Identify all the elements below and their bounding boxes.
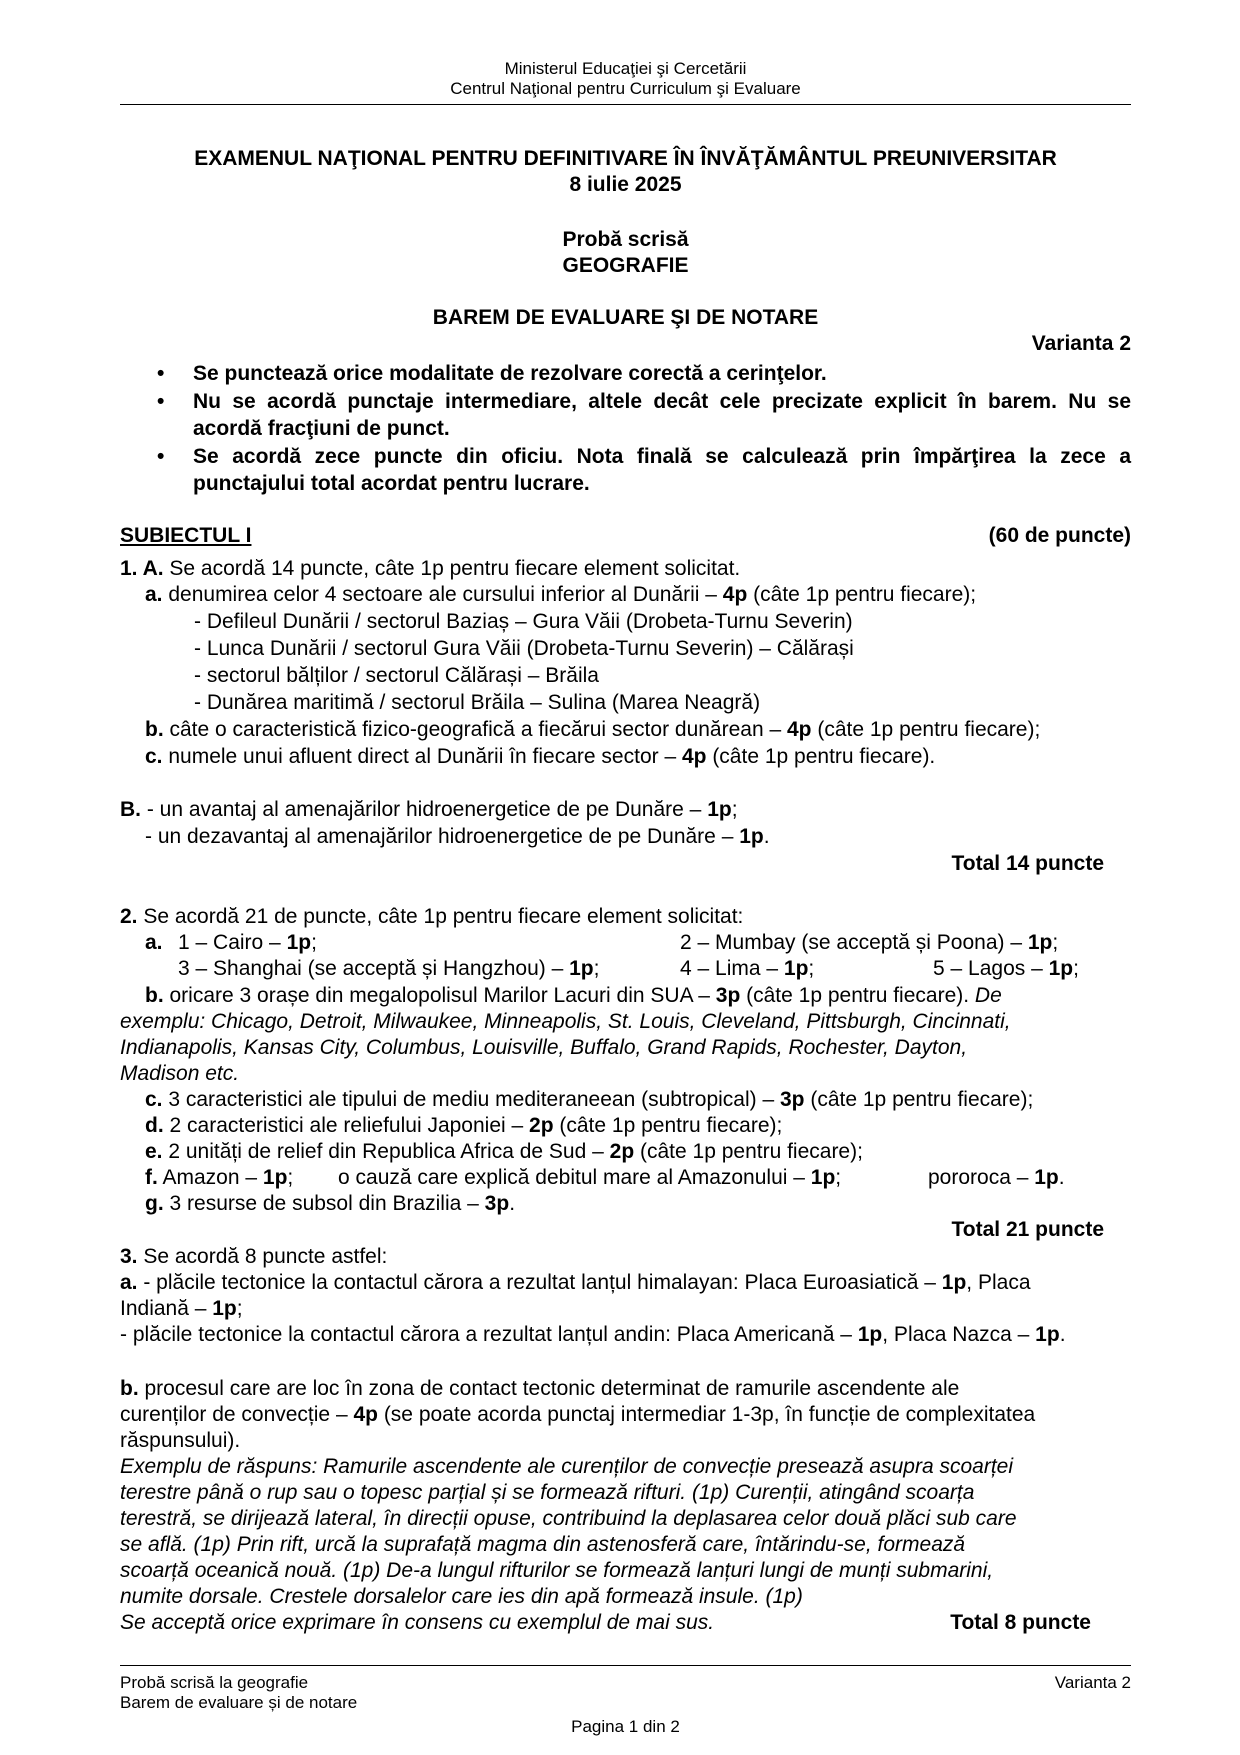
- q3-example-line: se află. (1p) Prin rift, urcă la suprafață magma din astenosferă care, întărindu-se, formează: [120, 1533, 966, 1556]
- barem-title: BAREM DE EVALUARE ŞI DE NOTARE: [432, 306, 819, 329]
- center-name: Centrul Naţional pentru Curriculum şi Evaluare: [450, 79, 801, 98]
- section-name: SUBIECTUL I: [120, 524, 252, 547]
- q3-example-line: scoarță oceanică nouă. (1p) De-a lungul rifturilor se formează lanțuri lungi de munți submarini,: [120, 1559, 994, 1582]
- q3-example-line: terestră, se dirijează lateral, în direcții opuse, contribuind la deplasarea celor două plăci sub care: [120, 1507, 1017, 1530]
- q2-item-f2: o cauză care explică debitul mare al Amazonului – 1p;: [338, 1166, 842, 1189]
- q2-item-f1: f. Amazon – 1p;: [145, 1166, 294, 1189]
- q1-B-1: B. - un avantaj al amenajărilor hidroenergetice de pe Dunăre – 1p;: [120, 798, 738, 821]
- q2-city-1: 1 – Cairo – 1p;: [178, 931, 317, 954]
- q2-city-5: 5 – Lagos – 1p;: [933, 957, 1079, 980]
- sector-item: - Lunca Dunării / sectorul Gura Văii (Drobeta-Turnu Severin) – Călărași: [194, 637, 854, 660]
- ministry-name: Ministerul Educaţiei şi Cercetării: [504, 59, 747, 78]
- footer-variant: Varianta 2: [1054, 1673, 1131, 1692]
- q2-item-g: g. 3 resurse de subsol din Brazilia – 3p.: [145, 1192, 516, 1215]
- sector-item: - sectorul bălților / sectorul Călărași – Brăila: [194, 664, 599, 687]
- q3-item-b-cont: răspunsului).: [120, 1429, 241, 1452]
- q1-item-c: c. numele unui afluent direct al Dunării în fiecare sector – 4p (câte 1p pentru fiecare).: [145, 745, 936, 768]
- q3-example-line: Exemplu de răspuns: Ramurile ascendente ale curenților de convecție presează asupra scoarței: [120, 1455, 1013, 1478]
- q2-b-examples: Madison etc.: [120, 1062, 240, 1085]
- q2-item-b: b. oricare 3 orașe din megalopolisul Marilor Lacuri din SUA – 3p (câte 1p pentru fiecare). De: [145, 984, 1002, 1007]
- page-number: Pagina 1 din 2: [571, 1717, 680, 1736]
- page-header: [120, 59, 1131, 99]
- q2-total: Total 21 puncte: [951, 1218, 1104, 1241]
- q3-accept-note: Se acceptă orice exprimare în consens cu exemplul de mai sus.: [120, 1611, 715, 1634]
- exam-date: 8 iulie 2025: [569, 173, 682, 196]
- q3-item-b-cont: curenților de convecție – 4p (se poate acorda punctaj intermediar 1-3p, în funcție de complexitatea: [120, 1403, 1036, 1426]
- sector-item: - Dunărea maritimă / sectorul Brăila – Sulina (Marea Neagră): [194, 691, 761, 714]
- q3-example-line: terestre până o rup sau o topesc parțial și se formează rifturi. (1p) Curenții, atingând scoarța: [120, 1481, 975, 1504]
- sector-item: - Defileul Dunării / sectorul Baziaș – Gura Văii (Drobeta-Turnu Severin): [194, 610, 853, 633]
- q2-intro: 2. Se acordă 21 de puncte, câte 1p pentru fiecare element solicitat:: [120, 905, 744, 928]
- q1-item-a: a. denumirea celor 4 sectoare ale cursului inferior al Dunării – 4p (câte 1p pentru fiecare);: [145, 583, 977, 606]
- q3-item-a1-cont: Indiană – 1p;: [120, 1297, 243, 1320]
- q2-b-examples: Indianapolis, Kansas City, Columbus, Louisville, Buffalo, Grand Rapids, Rochester, Dayton,: [120, 1036, 968, 1059]
- general-rules-list: [157, 360, 1131, 498]
- q2-city-3: 3 – Shanghai (se acceptă și Hangzhou) – 1p;: [178, 957, 600, 980]
- q3-item-a2: - plăcile tectonice la contactul cărora a rezultat lanțul andin: Placa Americană – 1p, Placa Nazca – 1p.: [120, 1323, 1066, 1346]
- q3-item-b: b. procesul care are loc în zona de contact tectonic determinat de ramurile ascendente ale: [120, 1377, 960, 1400]
- rule-item: • Se punctează orice modalitate de rezolvare corectă a cerinţelor.: [157, 360, 1131, 387]
- variant-label: Varianta 2: [1031, 332, 1131, 355]
- section-points: (60 de puncte): [988, 524, 1131, 547]
- q2-item-e: e. 2 unități de relief din Republica Africa de Sud – 2p (câte 1p pentru fiecare);: [145, 1140, 863, 1163]
- q3-total: Total 8 puncte: [950, 1611, 1091, 1634]
- q2-city-4: 4 – Lima – 1p;: [680, 957, 815, 980]
- footer-left-2: Barem de evaluare și de notare: [120, 1693, 358, 1712]
- proba-label: Probă scrisă: [562, 228, 689, 251]
- q1-B-2: - un dezavantaj al amenajărilor hidroenergetice de pe Dunăre – 1p.: [145, 825, 770, 848]
- q2-item-c: c. 3 caracteristici ale tipului de mediu mediteraneean (subtropical) – 3p (câte 1p pentru fiecare);: [145, 1088, 1034, 1111]
- q2-item-f3: pororoca – 1p.: [928, 1166, 1065, 1189]
- q1-item-b: b. câte o caracteristică fizico-geografică a fiecărui sector dunărean – 4p (câte 1p pentru fiecare);: [145, 718, 1041, 741]
- q2-a-label: a.: [145, 931, 163, 954]
- q3-item-a1: a. - plăcile tectonice la contactul cărora a rezultat lanțul himalayan: Placa Euroasiatică – 1p, Placa: [120, 1271, 1031, 1294]
- q3-intro: 3. Se acordă 8 puncte astfel:: [120, 1245, 388, 1268]
- subject-label: GEOGRAFIE: [562, 254, 689, 277]
- q2-item-d: d. 2 caracteristici ale reliefului Japoniei – 2p (câte 1p pentru fiecare);: [145, 1114, 783, 1137]
- rule-item: • Nu se acordă punctaje intermediare, altele decât cele precizate explicit în barem. Nu se acordă fracţiuni de punct.: [157, 388, 1131, 442]
- footer-left-1: Probă scrisă la geografie: [120, 1673, 309, 1692]
- q1-intro: 1. A. Se acordă 14 puncte, câte 1p pentru fiecare element solicitat.: [120, 557, 741, 580]
- q3-example-line: numite dorsale. Crestele dorsalelor care ies din apă formează insule. (1p): [120, 1585, 803, 1608]
- footer-divider: [120, 1665, 1131, 1666]
- section-heading: [120, 523, 1131, 549]
- rule-item: • Se acordă zece puncte din oficiu. Nota finală se calculează prin împărţirea la zece a punctajului total acordat pentru lucrare.: [157, 443, 1131, 497]
- q2-b-examples: exemplu: Chicago, Detroit, Milwaukee, Minneapolis, St. Louis, Cleveland, Pittsburgh, Cincinnati,: [120, 1010, 1011, 1033]
- q2-city-2: 2 – Mumbay (se acceptă și Poona) – 1p;: [680, 931, 1059, 954]
- header-divider: [120, 104, 1131, 105]
- exam-title: EXAMENUL NAŢIONAL PENTRU DEFINITIVARE ÎN ÎNVĂŢĂMÂNTUL PREUNIVERSITAR: [194, 147, 1057, 170]
- q1-total: Total 14 puncte: [951, 852, 1104, 875]
